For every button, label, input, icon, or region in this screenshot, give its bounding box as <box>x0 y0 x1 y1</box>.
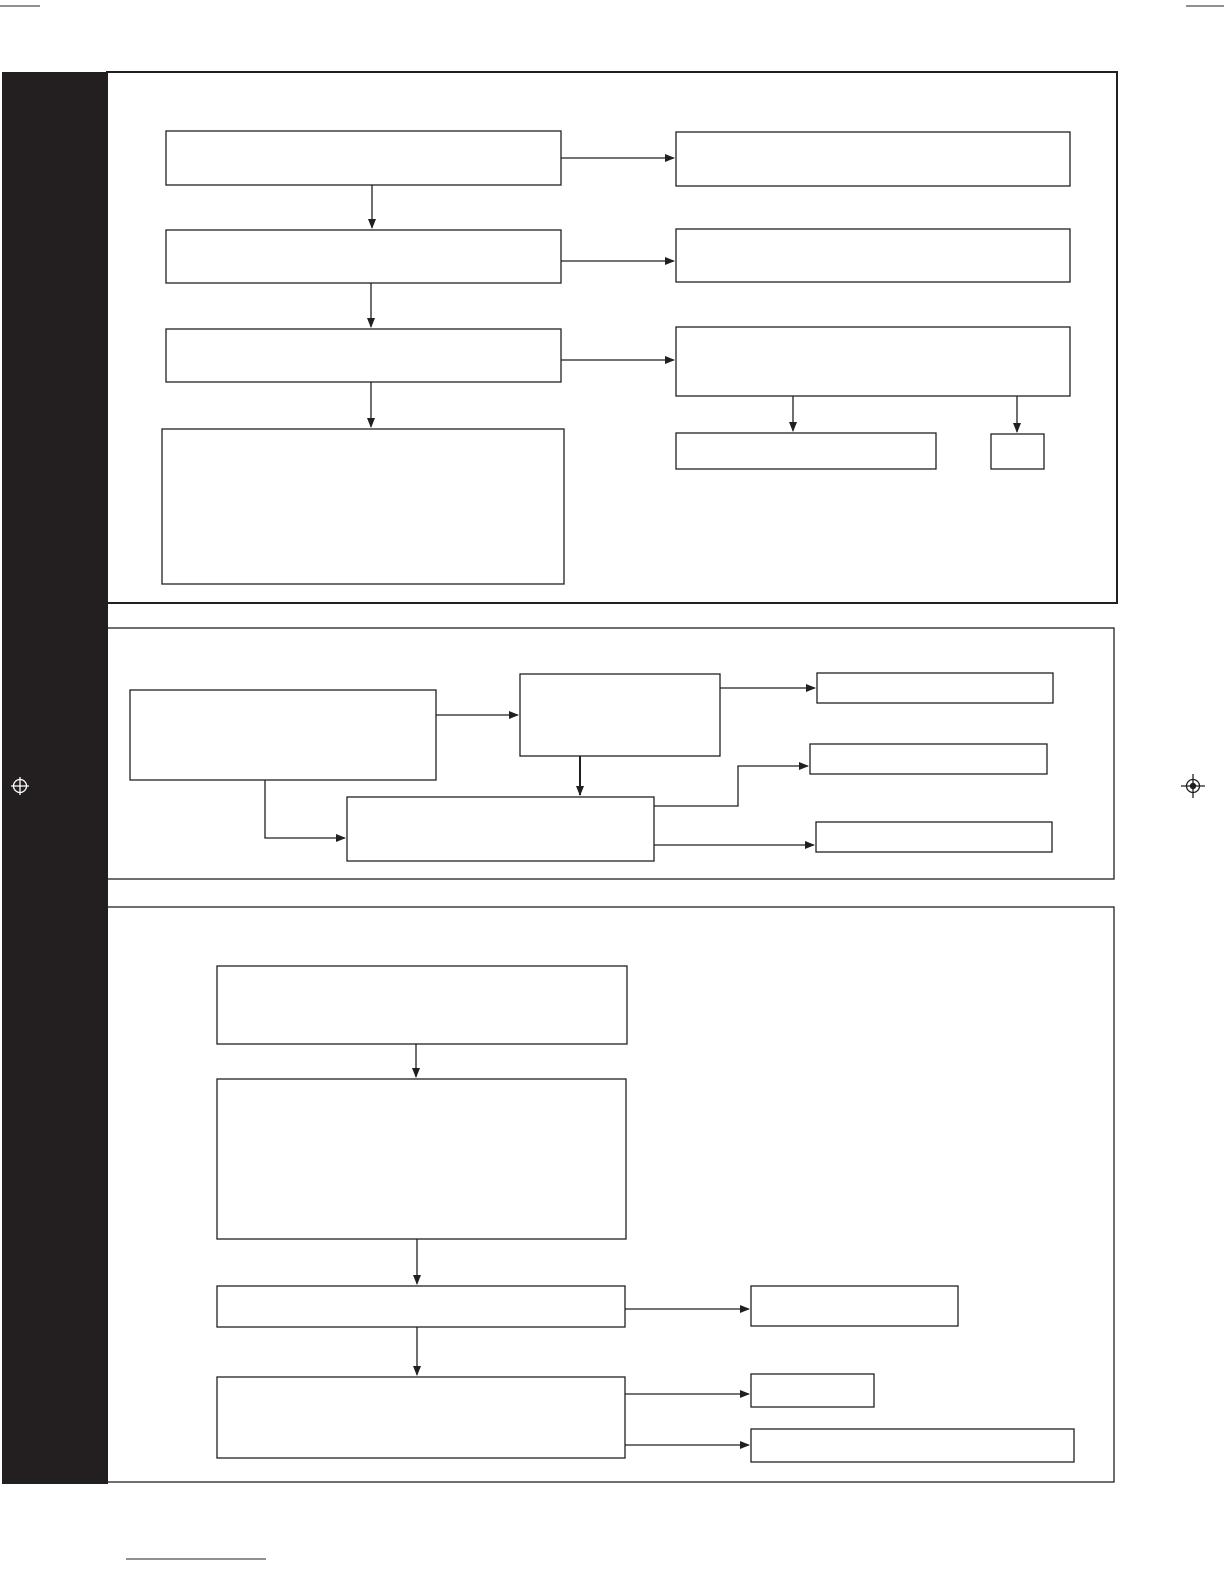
sidebar-band <box>2 72 108 1484</box>
s3-box-c <box>217 1286 625 1327</box>
s3-box-f <box>751 1374 874 1407</box>
s2-box-c <box>347 797 654 861</box>
s1-box-g <box>676 327 1070 396</box>
s1-box-d <box>162 429 564 584</box>
s3-box-e <box>751 1286 958 1326</box>
s2-box-d <box>817 673 1053 703</box>
s1-box-b <box>166 230 561 283</box>
s1-box-i <box>991 434 1044 469</box>
section-2-panel <box>107 628 1114 879</box>
section-3-panel <box>107 907 1114 1482</box>
s2-box-b <box>520 674 720 756</box>
s1-box-h <box>676 433 936 469</box>
s1-box-f <box>676 229 1070 282</box>
s2-arrow-a-to-c <box>265 780 345 838</box>
s2-box-a <box>130 690 436 780</box>
s3-box-b <box>217 1079 626 1239</box>
s2-arrow-c-to-e <box>654 766 808 806</box>
s1-box-c <box>166 329 561 382</box>
s1-box-a <box>166 131 561 185</box>
s2-box-e <box>810 744 1047 774</box>
s3-box-d <box>217 1377 625 1458</box>
registration-mark-right-icon <box>1181 774 1205 798</box>
s3-box-g <box>751 1429 1074 1462</box>
s1-box-e <box>676 132 1070 186</box>
section-1-panel <box>107 72 1117 603</box>
s3-box-a <box>217 966 627 1044</box>
s2-box-f <box>816 822 1052 852</box>
